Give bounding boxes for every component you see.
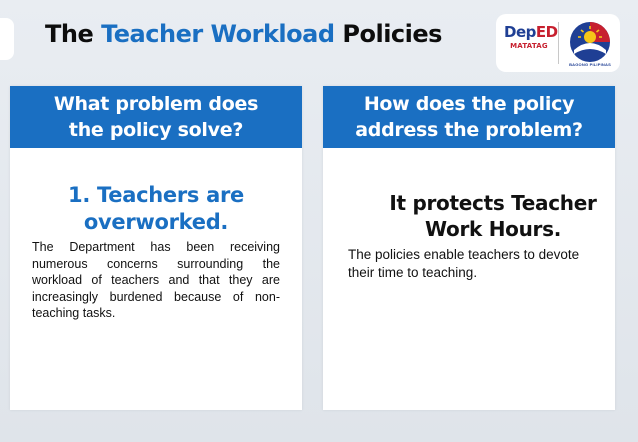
solution-header-line-1: How does the policy xyxy=(363,93,575,115)
problem-heading-line-1: 1. Teachers are xyxy=(68,183,244,207)
problem-header-text xyxy=(54,91,258,143)
solution-body-text: The policies enable teachers to devote their time to teaching. xyxy=(348,247,580,280)
bagong-pilipinas-label: BAGONG PILIPINAS xyxy=(569,62,611,67)
matatag-text: MATATAG xyxy=(510,42,548,50)
problem-heading-line-2: overworked. xyxy=(83,210,229,234)
title-pre: The xyxy=(45,20,94,48)
logo-divider xyxy=(558,22,559,64)
problem-header-line-1: What problem does xyxy=(53,93,259,115)
logo-box xyxy=(496,14,620,72)
solution-heading xyxy=(323,190,615,242)
deped-matatag-logo xyxy=(504,23,558,50)
problem-panel xyxy=(10,86,302,410)
seal-sun xyxy=(584,31,596,43)
solution-panel xyxy=(323,86,615,410)
title-accent: Teacher Workload xyxy=(101,20,335,48)
problem-panel-header xyxy=(10,86,302,148)
deped-wordmark xyxy=(504,23,558,41)
solution-heading-line-2: Work Hours. xyxy=(425,217,561,241)
problem-header-line-2: the policy solve? xyxy=(68,119,244,141)
solution-panel-header xyxy=(323,86,615,148)
deped-dep-text: Dep xyxy=(504,23,536,41)
problem-body-text: The Department has been receiving numerous concerns surrounding the workload of teachers and that they are increasingly burdened because of non-teaching tasks. xyxy=(32,240,280,320)
solution-heading-line-1: It protects Teacher xyxy=(389,191,597,215)
problem-heading xyxy=(10,182,302,236)
corner-tab-decoration xyxy=(0,18,14,60)
solution-header-text xyxy=(355,91,582,143)
solution-header-line-2: address the problem? xyxy=(355,119,583,141)
title-post: Policies xyxy=(342,20,442,48)
deped-ed-text: ED xyxy=(535,23,558,41)
page-title xyxy=(45,20,442,48)
bagong-pilipinas-seal-icon xyxy=(568,20,612,64)
